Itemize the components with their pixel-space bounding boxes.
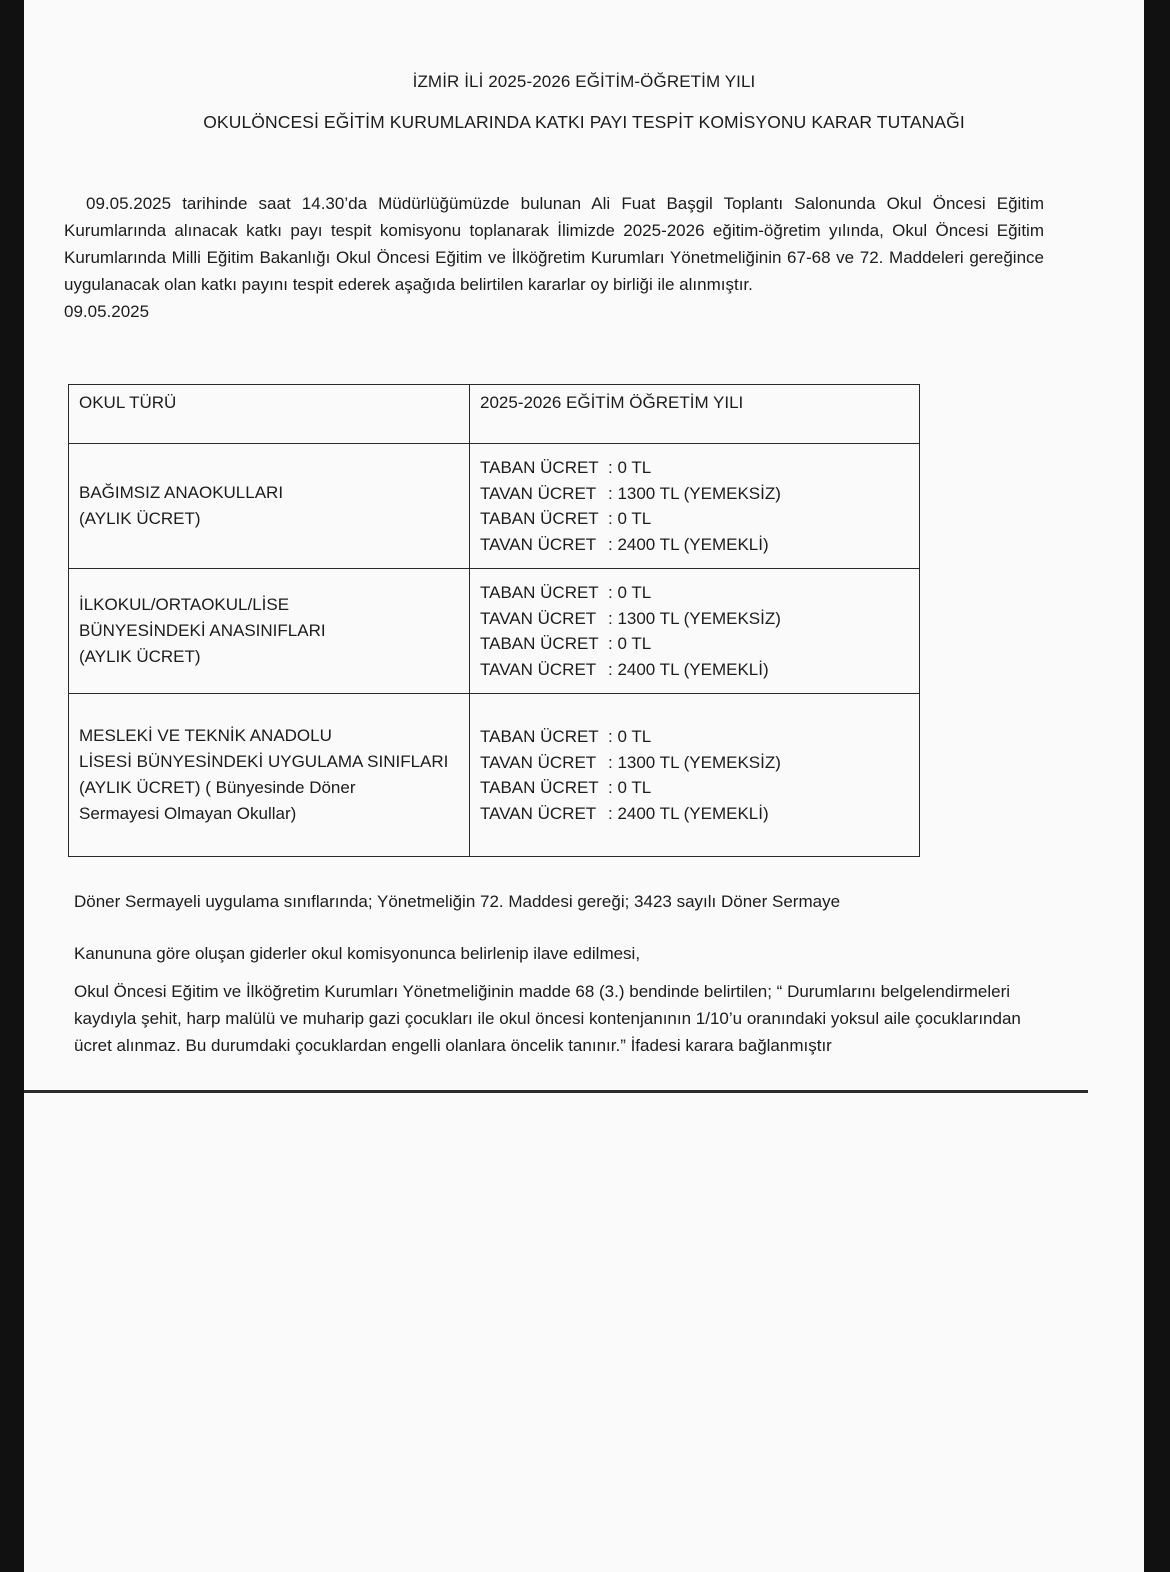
fee-label: TAVAN ÜCRET: [480, 608, 597, 628]
fee-value: : 1300 TL (YEMEKSİZ): [608, 483, 781, 503]
table-row: [69, 444, 920, 569]
fee-table: [68, 384, 920, 857]
fee-value: : 1300 TL (YEMEKSİZ): [608, 752, 781, 772]
fee-value: : 0 TL: [608, 634, 652, 653]
fee-label: TAVAN ÜCRET: [480, 752, 597, 772]
fee-line: [480, 532, 909, 558]
fee-value: : 0 TL: [608, 458, 652, 477]
fee-label: TABAN ÜCRET: [480, 727, 599, 746]
fee-value: : 2400 TL (YEMEKLİ): [608, 659, 769, 679]
table-row: [69, 569, 920, 694]
bottom-rule: [24, 1090, 1088, 1093]
document-title: İZMİR İLİ 2025-2026 EĞİTİM-ÖĞRETİM YILI: [412, 72, 756, 91]
fee-line: [480, 724, 909, 750]
school-type-line: MESLEKİ VE TEKNİK ANADOLU: [79, 726, 332, 745]
fee-value: : 2400 TL (YEMEKLİ): [608, 534, 769, 554]
fee-value: : 2400 TL (YEMEKLİ): [608, 803, 769, 823]
fee-label: TAVAN ÜCRET: [480, 534, 597, 554]
school-type-line: (AYLIK ÜCRET): [79, 509, 201, 528]
fee-value: : 1300 TL (YEMEKSİZ): [608, 608, 781, 628]
fee-label: TABAN ÜCRET: [480, 634, 599, 653]
fee-value: : 0 TL: [608, 583, 652, 602]
fee-line: [480, 481, 909, 507]
intro-text: 09.05.2025 tarihinde saat 14.30’da Müdürlüğümüzde bulunan Ali Fuat Başgil Toplantı Salonunda Okul Öncesi Eğitim Kurumlarında alınacak katkı payı tespit komisyonu toplanarak İlimizde 2025-2026 eğitim-öğretim yılında, Okul Öncesi Eğitim Kurumlarında Milli Eğitim Bakanlığı Okul Öncesi Eğitim ve İlköğretim Kurumları Yönetmeliğinin 67-68 ve 72. Maddeleri gereğince uygulanacak olan katkı payını tespit ederek aşağıda belirtilen kararlar oy birliği ile alınmıştır.: [64, 194, 1044, 294]
note-line-2: Kanununa göre oluşan giderler okul komisyonunca belirlenip ilave edilmesi,: [74, 944, 641, 963]
fee-label: TABAN ÜCRET: [480, 778, 599, 797]
note-line-1: Döner Sermayeli uygulama sınıflarında; Yönetmeliğin 72. Maddesi gereği; 3423 sayılı Döner Sermaye: [74, 892, 841, 911]
school-type-line: Sermayesi Olmayan Okullar): [79, 804, 297, 823]
intro-date: 09.05.2025: [64, 302, 150, 321]
note-paragraph: Okul Öncesi Eğitim ve İlköğretim Kurumları Yönetmeliğinin madde 68 (3.) bendinde belirtilen; “ Durumlarını belgelendirmeleri kaydıyla şehit, harp malülü ve muharip gazi çocukları ile okul öncesi kontenjanının 1/10’u oranındaki yoksul aile çocuklarından ücret alınmaz. Bu durumdaki çocuklardan engelli olanlara öncelik tanınır.” İfadesi karara bağlanmıştır: [74, 982, 1021, 1055]
intro-paragraph: [64, 190, 1044, 325]
fee-line: [480, 506, 909, 532]
school-type-line: (AYLIK ÜCRET) ( Bünyesinde Döner: [79, 778, 356, 797]
table-header-row: [69, 385, 920, 444]
fee-label: TABAN ÜCRET: [480, 583, 599, 602]
school-type-line: (AYLIK ÜCRET): [79, 647, 201, 666]
fee-line: [480, 775, 909, 801]
fee-line: [480, 631, 909, 657]
fee-value: : 0 TL: [608, 509, 652, 528]
fee-value: : 0 TL: [608, 727, 652, 746]
fee-cell: [470, 694, 920, 857]
header-academic-year: 2025-2026 EĞİTİM ÖĞRETİM YILI: [470, 385, 920, 444]
school-type-line: BÜNYESİNDEKİ ANASINIFLARI: [79, 621, 326, 640]
fee-line: [480, 750, 909, 776]
fee-label: TABAN ÜCRET: [480, 509, 599, 528]
fee-label: TAVAN ÜCRET: [480, 659, 597, 679]
header-school-type: OKUL TÜRÜ: [69, 385, 470, 444]
school-type-cell: [69, 694, 470, 857]
document-subtitle: OKULÖNCESİ EĞİTİM KURUMLARINDA KATKI PAYI TESPİT KOMİSYONU KARAR TUTANAĞI: [203, 112, 965, 132]
document-page: [24, 0, 1144, 1572]
fee-line: [480, 455, 909, 481]
school-type-cell: [69, 569, 470, 694]
fee-cell: [470, 569, 920, 694]
table-row: [69, 694, 920, 857]
fee-label: TAVAN ÜCRET: [480, 483, 597, 503]
fee-value: : 0 TL: [608, 778, 652, 797]
fee-line: [480, 606, 909, 632]
fee-cell: [470, 444, 920, 569]
fee-line: [480, 801, 909, 827]
fee-line: [480, 580, 909, 606]
school-type-line: İLKOKUL/ORTAOKUL/LİSE: [79, 595, 290, 614]
school-type-cell: [69, 444, 470, 569]
fee-label: TABAN ÜCRET: [480, 458, 599, 477]
school-type-line: LİSESİ BÜNYESİNDEKİ UYGULAMA SINIFLARI: [79, 752, 449, 771]
school-type-line: BAĞIMSIZ ANAOKULLARI: [79, 483, 284, 502]
fee-line: [480, 657, 909, 683]
fee-label: TAVAN ÜCRET: [480, 803, 597, 823]
